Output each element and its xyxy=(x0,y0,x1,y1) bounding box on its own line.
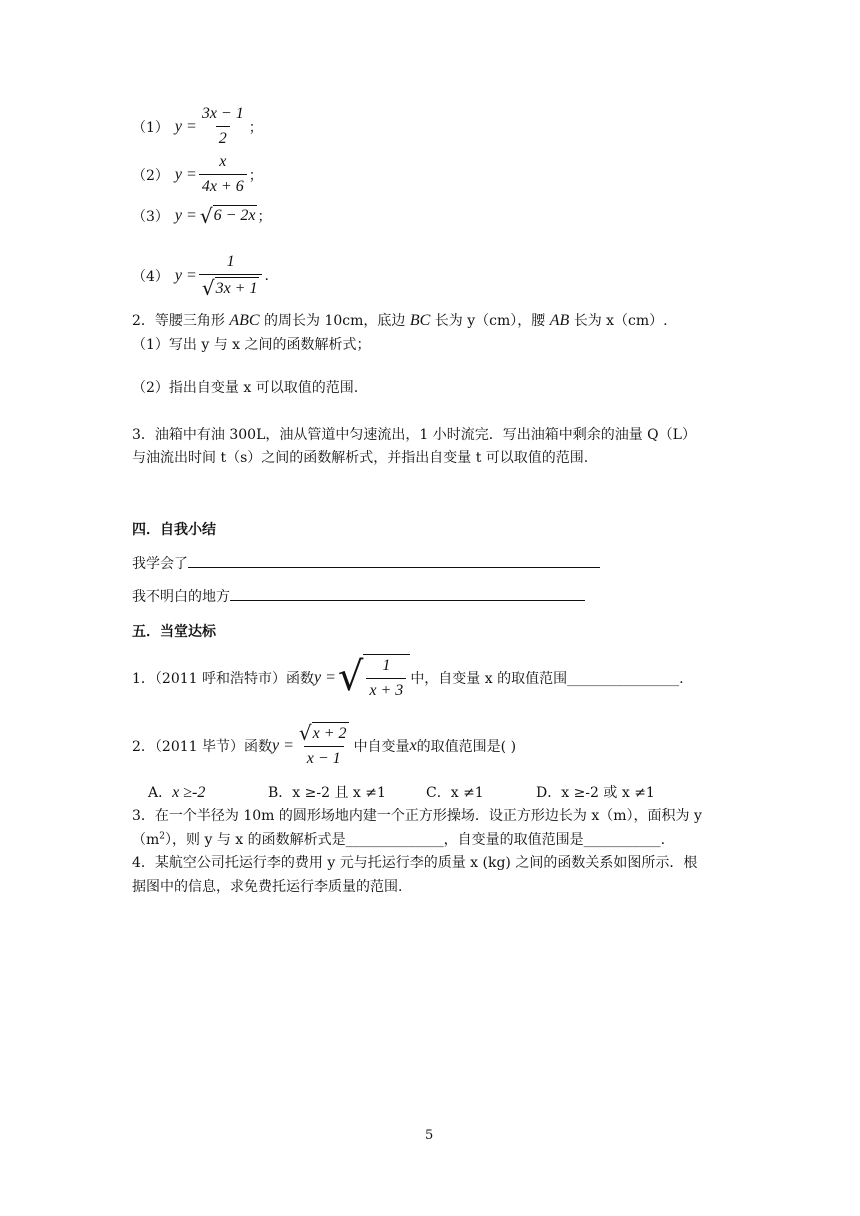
text: 的周长为 10cm，底边 xyxy=(259,313,410,329)
text: 长为 y（cm），腰 xyxy=(430,313,550,329)
page-number: 5 xyxy=(425,1128,434,1143)
summary-label: 我学会了 xyxy=(132,556,188,572)
summary-label: 我不明白的地方 xyxy=(132,589,230,605)
option-text: x ≥-2 xyxy=(172,784,206,801)
question-3-line1: 3．油箱中有油 300L，油从管道中匀速流出，1 小时流完．写出油箱中剩余的油量 Q（L） xyxy=(132,427,696,443)
section-4-heading: 四．自我小结 xyxy=(132,522,216,538)
lhs: y = xyxy=(174,207,197,224)
item-number: （4） xyxy=(132,268,169,285)
square-root xyxy=(299,722,349,744)
answer-blank xyxy=(188,553,600,568)
question-text: 中，自变量 x 的取值范围________________. xyxy=(410,670,684,687)
numerator: 3x − 1 xyxy=(201,105,244,122)
text: 2．等腰三角形 xyxy=(132,313,230,329)
item-4 xyxy=(132,252,269,299)
section-5-q3-line1: 3．在一个半径为 10m 的圆形场地内建一个正方形操场．设正方形边长为 x（m），面积为 y xyxy=(132,808,702,824)
summary-unclear xyxy=(132,586,585,606)
denominator: 2 xyxy=(216,126,230,149)
section-5-q2 xyxy=(132,722,516,769)
section-5-q1 xyxy=(132,654,684,701)
denominator: x − 1 xyxy=(304,746,344,769)
lhs: y = xyxy=(174,117,197,135)
variable: x xyxy=(409,736,417,754)
option-label: B． xyxy=(268,785,293,801)
fraction xyxy=(199,152,247,197)
section-5-q4-line1: 4．某航空公司托运行李的费用 y 元与托运行李的质量 x (kg) 之间的函数关系如图所示．根 xyxy=(132,855,698,871)
question-text: 1．（2011 呼和浩特市）函数 xyxy=(132,670,314,687)
option-c xyxy=(426,782,536,802)
lhs: y = xyxy=(174,266,197,284)
choice-options xyxy=(148,782,655,802)
square-root xyxy=(200,205,258,227)
radical-sign: √ xyxy=(298,721,312,745)
square-root xyxy=(202,277,260,299)
option-text: x ≥-2 且 x ≠1 xyxy=(292,785,386,801)
fraction xyxy=(296,722,352,769)
radicand: x + 2 xyxy=(312,722,349,744)
question-3-line2: 与油流出时间 t（s）之间的函数解析式，并指出自变量 t 可以取值的范围. xyxy=(132,450,589,466)
option-d xyxy=(536,782,655,802)
summary-learned xyxy=(132,553,600,573)
lhs: y = xyxy=(174,165,197,183)
option-text: x ≥-2 或 x ≠1 xyxy=(561,785,655,801)
side-label: BC xyxy=(409,312,431,329)
fraction xyxy=(199,252,263,299)
answer-blank xyxy=(230,586,585,601)
radical-sign: √ xyxy=(199,204,213,228)
numerator: 1 xyxy=(382,657,391,674)
denominator xyxy=(199,274,263,299)
fraction xyxy=(366,656,406,701)
radical-sign: √ xyxy=(201,276,215,300)
item-number: （1） xyxy=(132,119,169,136)
item-number: （2） xyxy=(132,167,169,184)
denominator: 4x + 6 xyxy=(199,174,247,197)
text: （m xyxy=(132,832,160,848)
option-label: A． xyxy=(148,785,173,801)
question-2-stem xyxy=(132,310,668,330)
denominator: x + 3 xyxy=(366,678,406,701)
section-5-q3-line2 xyxy=(132,829,665,849)
punct: ； xyxy=(257,209,272,225)
radicand: 6 − 2x xyxy=(213,205,258,227)
item-number: （3） xyxy=(132,209,169,225)
lhs: y = xyxy=(314,668,336,686)
triangle-label: ABC xyxy=(229,312,260,329)
item-2 xyxy=(132,152,263,197)
punct: ； xyxy=(248,167,263,184)
punct: . xyxy=(264,267,269,284)
punct: ； xyxy=(248,119,263,136)
question-2-sub1: （1）写出 y 与 x 之间的函数解析式； xyxy=(132,337,371,353)
lhs: y = xyxy=(272,736,294,754)
option-a xyxy=(148,782,268,802)
question-2-sub2: （2）指出自变量 x 可以取值的范围. xyxy=(132,380,359,396)
superscript: 2 xyxy=(159,831,166,842)
numerator xyxy=(296,722,352,746)
square-root xyxy=(338,654,410,701)
numerator: x xyxy=(219,153,227,170)
radical-sign: √ xyxy=(337,654,364,700)
numerator: 1 xyxy=(226,253,235,270)
item-1 xyxy=(132,104,263,149)
fraction xyxy=(199,104,247,149)
option-label: D． xyxy=(536,785,562,801)
option-text: x ≠1 xyxy=(450,785,484,801)
text: ），则 y 与 x 的函数解析式是______________，自变量的取值范围是___________. xyxy=(165,832,666,848)
radicand xyxy=(363,654,410,701)
option-label: C． xyxy=(426,785,451,801)
question-text: 2．（2011 毕节）函数 xyxy=(132,738,272,755)
radicand: 3x + 1 xyxy=(215,277,260,299)
question-text: 的取值范围是( ) xyxy=(416,738,517,755)
side-label: AB xyxy=(549,312,570,329)
item-3 xyxy=(132,205,271,227)
option-b xyxy=(268,782,426,802)
section-5-heading: 五．当堂达标 xyxy=(132,624,216,640)
section-5-q4-line2: 据图中的信息，求免费托运行李质量的范围. xyxy=(132,879,403,895)
question-text: 中自变量 xyxy=(353,738,410,755)
text: 长为 x（cm）. xyxy=(569,313,668,329)
